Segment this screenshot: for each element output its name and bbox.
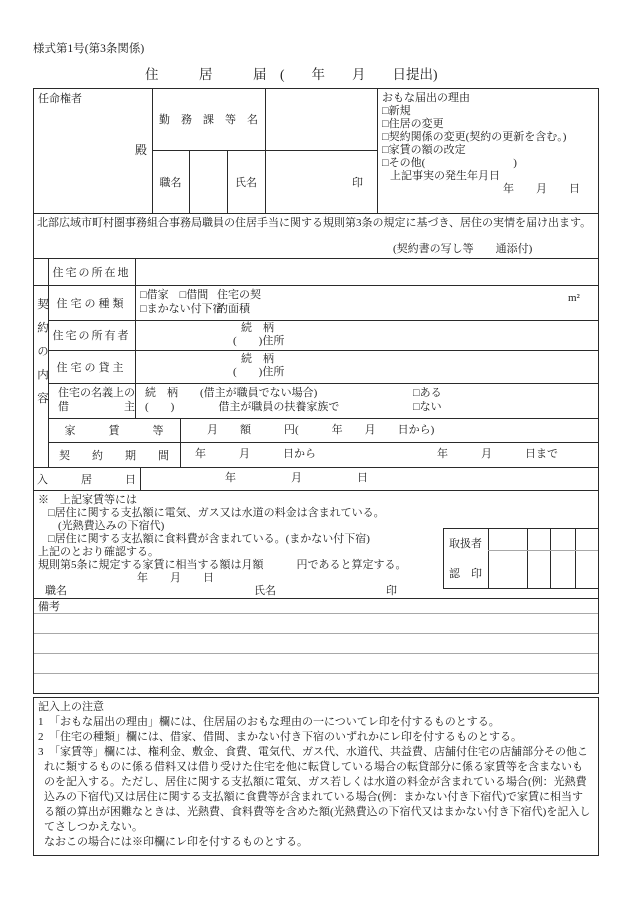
lessor-address-label: ( )住所 <box>233 366 285 378</box>
handler-seal-cell[interactable] <box>527 550 550 588</box>
square-meter-unit: m² <box>568 292 580 304</box>
lessor-relation-label: 続 柄 <box>241 353 274 365</box>
reason-option-new[interactable]: □新規 <box>382 105 411 117</box>
position-label: 職名 <box>159 176 182 189</box>
work-section-label: 勤 務 課 等 名 <box>159 114 258 126</box>
rent-note-title: ※ 上記家賃等には <box>38 494 137 506</box>
work-section-input-area[interactable] <box>265 88 377 150</box>
occurrence-date-label: 上記事実の発生年月日 <box>390 170 500 182</box>
type-label: 住宅の種類 <box>56 297 127 310</box>
attachment-note: (契約書の写し等 通添付) <box>393 243 533 255</box>
rent-value-line[interactable]: 月 額 円( 年 月 日から) <box>207 424 435 436</box>
contract-area-label-line2: 約面積 <box>217 303 250 315</box>
lessor-label: 住宅の貸主 <box>56 361 127 374</box>
handler-seal-cell[interactable] <box>575 550 598 588</box>
handler-seal-cell[interactable] <box>488 550 527 588</box>
notes-item-3: 3 「家賃等」欄には、権利金、敷金、食費、電気代、ガス代、水道代、共益費、店舗付住宅の店舗部分その他これに類するものに係る借料又は借り受けた住宅を他に転貸している場合の転貸部分に係る家賃等を含まないものを記入する。ただし、居住に関する支払額に電気、ガス若しくは水道の料金が含まれている場合(例：光熱費込みの下宿代)又は居住に関する支払額に食費等が含まれている場合(例：まかない付き下宿代)で家賃に相当する額の算出が困難なときは、光熱費、食料費等を含めた額(光熱費込の下宿代又はまかない付き下宿代)を記入してさしつかえない。 <box>38 746 591 833</box>
movein-date-label: 入 居 日 <box>37 473 136 486</box>
owner-address-label: ( )住所 <box>233 335 285 347</box>
notes-item-4: なおこの場合には※印欄にレ印を付するものとする。 <box>44 836 308 848</box>
nominal-lessee-label-line2: 借 主 <box>58 401 135 413</box>
movein-date-value-line[interactable]: 年 月 日 <box>225 472 368 484</box>
remarks-row[interactable] <box>34 634 598 652</box>
utilities-included-note: (光熱費込みの下宿代) <box>58 520 165 532</box>
rent-calculation-statement: 規則第5条に規定する家賃に相当する額は月額 円であると算定する。 <box>38 559 407 571</box>
dono-label: 殿 <box>135 143 148 157</box>
location-input-area[interactable] <box>135 258 598 285</box>
nominal-dependent-line: ( ) 借主が職員の扶養家族で <box>145 401 340 413</box>
table-border <box>377 88 378 213</box>
reason-option-rent-revision[interactable]: □家賃の額の改定 <box>382 144 466 156</box>
table-border <box>33 490 599 491</box>
appointer-label: 任命権者 <box>38 93 82 105</box>
remarks-row[interactable] <box>34 654 598 672</box>
occurrence-date-line: 年 月 日 <box>503 183 580 195</box>
handler-seal-cell[interactable] <box>527 528 550 550</box>
dependent-no-checkbox[interactable]: □ない <box>413 401 442 413</box>
handler-seal-cell[interactable] <box>550 550 575 588</box>
dependent-yes-checkbox[interactable]: □ある <box>413 387 442 399</box>
position-input-area[interactable] <box>189 150 227 213</box>
table-border <box>140 467 141 490</box>
confirmation-date-line: 年 月 日 <box>137 572 214 584</box>
handler-seal-cell[interactable] <box>550 528 575 550</box>
owner-relation-label: 続 柄 <box>241 322 274 334</box>
declaration-text: 北部広域市町村圏事務組合事務局職員の住居手当に関する規則第3条の規定に基づき、居住の実情を届け出ます。 <box>37 217 592 229</box>
confirmation-signature-line: 職名 氏名 印 <box>45 585 397 597</box>
remarks-row[interactable] <box>34 614 598 632</box>
owner-label: 住宅の所有者 <box>52 330 131 342</box>
table-border <box>48 383 599 384</box>
contract-area-label-line1: 住宅の契 <box>217 289 261 301</box>
handler-seal-cell[interactable] <box>488 528 527 550</box>
utilities-included-checkbox[interactable]: □居住に関する支払額に電気、ガス又は水道の料金は含まれている。 <box>48 507 385 519</box>
rent-label: 家 賃 等 <box>64 425 164 437</box>
seal-label: 印 <box>352 176 363 189</box>
page-title: 住 居 届 ( 年 月 日提出) <box>145 67 438 82</box>
reason-title: おもな届出の理由 <box>382 92 470 104</box>
handler-label: 取扱者 <box>449 538 482 550</box>
reason-option-other[interactable]: □その他( ) <box>382 157 517 169</box>
location-label: 住宅の所在地 <box>52 266 131 279</box>
reason-option-contract-change[interactable]: □契約関係の変更(契約の更新を含む。) <box>382 131 567 143</box>
contract-section-label: 契約の内容 <box>36 298 48 416</box>
form-number: 様式第1号(第3条関係) <box>33 43 145 55</box>
confirmation-statement: 上記のとおり確認する。 <box>38 546 159 558</box>
meals-included-checkbox[interactable]: □居住に関する支払額に食料費が含まれている。(まかない付下宿) <box>48 533 370 545</box>
reason-option-residence-change[interactable]: □住居の変更 <box>382 118 444 130</box>
notes-title: 記入上の注意 <box>38 701 104 713</box>
nominal-lessee-label-line1: 住宅の名義上の <box>58 387 135 399</box>
notes-item-1: 1 「おもな届出の理由」欄には、住居届のおもな理由の一についてレ印を付するものとする。 <box>38 716 500 728</box>
name-label: 氏名 <box>235 176 257 189</box>
approval-seal-label: 認 印 <box>449 568 482 580</box>
handler-seal-cell[interactable] <box>575 528 598 550</box>
remarks-label: 備考 <box>38 601 60 613</box>
notes-item-2: 2 「住宅の種類」欄には、借家、借間、まかない付き下宿のいずれかにレ印を付するものとする。 <box>38 731 522 743</box>
contract-period-value-line[interactable]: 年 月 日から 年 月 日まで <box>195 448 558 460</box>
nominal-relation-line: 続 柄 (借主が職員でない場合) <box>145 387 318 399</box>
type-checkboxes-line1[interactable]: □借家 □借間 <box>140 289 209 301</box>
type-checkboxes-line2[interactable]: □まかない付下宿 <box>140 303 224 315</box>
contract-period-label: 契 約 期 間 <box>59 449 169 462</box>
table-border <box>443 588 598 589</box>
remarks-row[interactable] <box>34 674 598 692</box>
table-border <box>33 598 599 599</box>
table-border <box>33 213 599 214</box>
